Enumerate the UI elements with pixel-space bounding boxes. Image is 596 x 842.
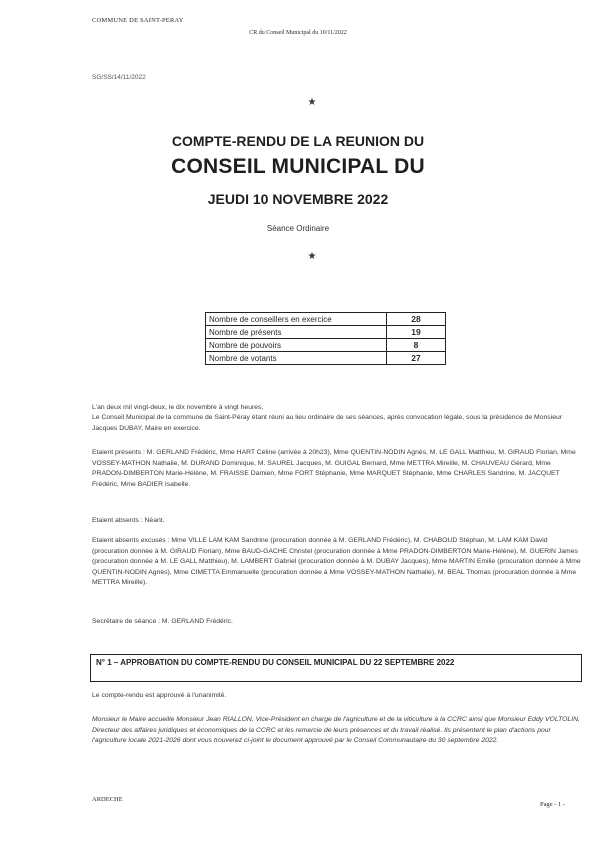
present-members: Etaient présents : M. GERLAND Frédéric, Mme HART Céline (arrivée à 20h23), Mme QUENTIN-NODIN Agnès, M. LE GALL Matthieu, M. GIRAUD Florian, Mme VOSSEY-MATHON Nathalie, M. DURAND Dominique, M. SAUREL Jacques, M. GUIGAL Bernard, Mme METTRA Mireille, M. CHAUVEAU Gérard, Mme PRADON-DIMBERTON Marie-Hélène, M. FRAISSE Damien, Mme FORT Stéphanie, Mme MARQUET Stéphanie, Mme CHARLES Sandrine, M. JACQUET Frédéric, Mme BADIER Isabelle. xyxy=(92,449,576,488)
section-1-heading: N° 1 – APPROBATION DU COMPTE-RENDU DU CONSEIL MUNICIPAL DU 22 SEPTEMBRE 2022 xyxy=(90,654,582,682)
table-row xyxy=(206,326,446,339)
star-ornament-icon: ★ xyxy=(307,251,317,262)
absent-members: Etaient absents : Néant. xyxy=(92,517,165,524)
session-type: Séance Ordinaire xyxy=(266,224,330,233)
intro-convocation: Le Conseil Municipal de la commune de Saint-Péray étant réuni au lieu ordinaire de ses séances, après convocation légale, sous la présidence de Monsieur Jacques DUBAY, Maire en exercice. xyxy=(92,414,563,432)
count-label: Nombre de votants xyxy=(206,352,387,365)
count-value: 8 xyxy=(387,339,446,352)
excused-members: Etaient absents excusés : Mme VILLE LAM KAM Sandrine (procuration donnée à M. GERLAND Frédéric), M. CHABOUD Stéphan, M. LAM KAM David (procuration donnée à M. GIRAUD Florian), Mme BAUD-GACHE Christel (procuration donnée à Mme PRADON-DIMBERTON Marie-Hélène), M. GUERIN James (procuration donnée à M. LE GALL Matthieu), M. LAMBERT Gabriel (procuration donnée à M. DUBAY Jacques), Mme MARTIN Emilie (procuration donnée à Mme QUENTIN-NODIN Agnès), Mme CIMETTA Emmanuelle (procuration donnée à Mme VOSSEY-MATHON Nathalie), M. BEAL Thomas (procuration donnée à Mme METTRA Mireille). xyxy=(92,537,581,586)
table-row xyxy=(206,352,446,365)
star-ornament-icon: ★ xyxy=(307,97,317,108)
count-value: 19 xyxy=(387,326,446,339)
count-label: Nombre de pouvoirs xyxy=(206,339,387,352)
session-secretary: Secrétaire de séance : M. GERLAND Frédéric. xyxy=(92,618,233,625)
attendance-table xyxy=(205,312,446,365)
document-header-title: CR du Conseil Municipal du 10/11/2022 xyxy=(249,30,347,36)
agriculture-presentation-note: Monsieur le Maire accueille Monsieur Jean RIALLON, Vice-Président en charge de l'agriculture et de la viticulture à la CCRC ainsi que Monsieur Eddy VOLTOLIN, Directeur des affaires juridiques et économiques de la CCRC et les remercie de leurs présences et du travail réalisé. Ils présentent le plan d'actions pour l'agriculture locale 2021-2026 dont vous trouverez ci-joint le document approuvé par le Conseil Communautaire du 30 septembre 2022. xyxy=(92,716,580,744)
page-number: Page - 1 - xyxy=(540,801,566,808)
commune-header: COMMUNE DE SAINT-PERAY xyxy=(92,17,184,24)
intro-date: L'an deux mil vingt-deux, le dix novembre à vingt heures, xyxy=(92,404,264,411)
title-line-2: CONSEIL MUNICIPAL DU xyxy=(171,155,425,178)
title-line-3: JEUDI 10 NOVEMBRE 2022 xyxy=(207,191,389,207)
count-value: 27 xyxy=(387,352,446,365)
approval-statement: Le compte-rendu est approuvé à l'unanimité. xyxy=(92,692,227,699)
reference-code: SG/SS/14/11/2022 xyxy=(92,74,146,81)
count-value: 28 xyxy=(387,313,446,326)
table-row xyxy=(206,313,446,326)
count-label: Nombre de présents xyxy=(206,326,387,339)
title-line-1: COMPTE-RENDU DE LA REUNION DU xyxy=(171,133,425,149)
count-label: Nombre de conseillers en exercice xyxy=(206,313,387,326)
table-row xyxy=(206,339,446,352)
footer-department: ARDECHE xyxy=(92,796,123,803)
